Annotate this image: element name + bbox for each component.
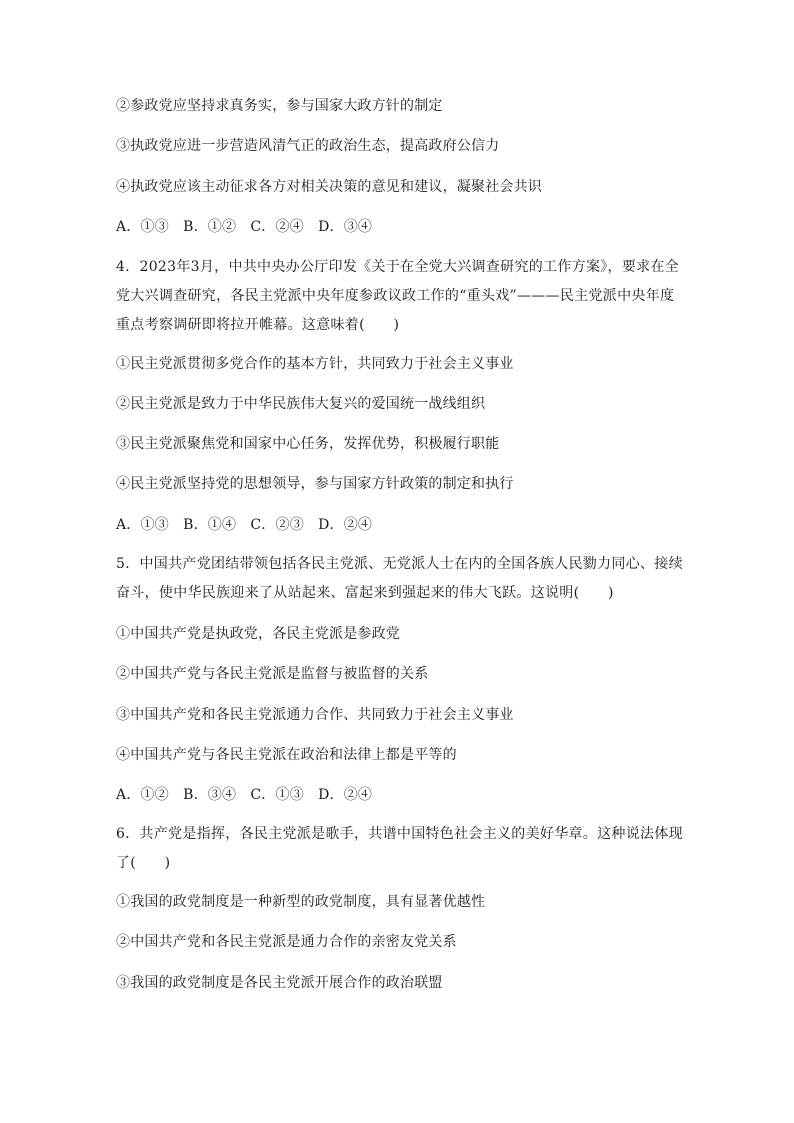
q5-option-3: ③中国共产党和各民主党派通力合作、共同致力于社会主义事业 xyxy=(116,707,514,723)
q3-option-2: ②参政党应坚持求真务实，参与国家大政方针的制定 xyxy=(116,98,443,114)
q5-option-1: ①中国共产党是执政党，各民主党派是参政党 xyxy=(116,626,400,642)
q4-option-1: ①民主党派贯彻多党合作的基本方针，共同致力于社会主义事业 xyxy=(116,356,514,372)
q5-option-2: ②中国共产党与各民主党派是监督与被监督的关系 xyxy=(116,666,429,682)
q6-option-3: ③我国的政党制度是各民主党派开展合作的政治联盟 xyxy=(116,975,443,991)
q6-stem: 6．共产党是指挥，各民主党派是歌手，共谱中国特色社会主义的美好华章。这种说法体现了( ) xyxy=(116,826,683,871)
q3-option-4: ④执政党应该主动征求各方对相关决策的意见和建议，凝聚社会共识 xyxy=(116,179,542,195)
q5-option-4: ④中国共产党与各民主党派在政治和法律上都是平等的 xyxy=(116,747,457,763)
q4-option-4: ④民主党派坚持党的思想领导，参与国家方针政策的制定和执行 xyxy=(116,476,514,492)
q4-stem: 4．2023年3月，中共中央办公厅印发《关于在全党大兴调查研究的工作方案》，要求在全党大兴调查研究，各民主党派中央年度参政议政工作的“重头戏”———民主党派中央年度重点考察调研即将拉开帷幕。这意味着( ) xyxy=(116,259,680,333)
q4-answer-choices: A．①③ B．①④ C．②③ D．②④ xyxy=(116,517,373,533)
q6-option-2: ②中国共产党和各民主党派是通力合作的亲密友党关系 xyxy=(116,934,457,950)
q5-answer-choices: A．①② B．③④ C．①③ D．②④ xyxy=(116,787,373,803)
q3-option-3: ③执政党应进一步营造风清气正的政治生态，提高政府公信力 xyxy=(116,138,500,154)
q5-stem: 5．中国共产党团结带领包括各民主党派、无党派人士在内的全国各族人民勠力同心、接续奋斗，使中华民族迎来了从站起来、富起来到强起来的伟大飞跃。这说明( ) xyxy=(116,556,683,601)
q4-option-2: ②民主党派是致力于中华民族伟大复兴的爱国统一战线组织 xyxy=(116,396,486,412)
q6-option-1: ①我国的政党制度是一种新型的政党制度，具有显著优越性 xyxy=(116,894,486,910)
q3-answer-choices: A．①③ B．①② C．②④ D．③④ xyxy=(116,219,373,235)
q4-option-3: ③民主党派聚焦党和国家中心任务，发挥优势，积极履行职能 xyxy=(116,436,500,452)
